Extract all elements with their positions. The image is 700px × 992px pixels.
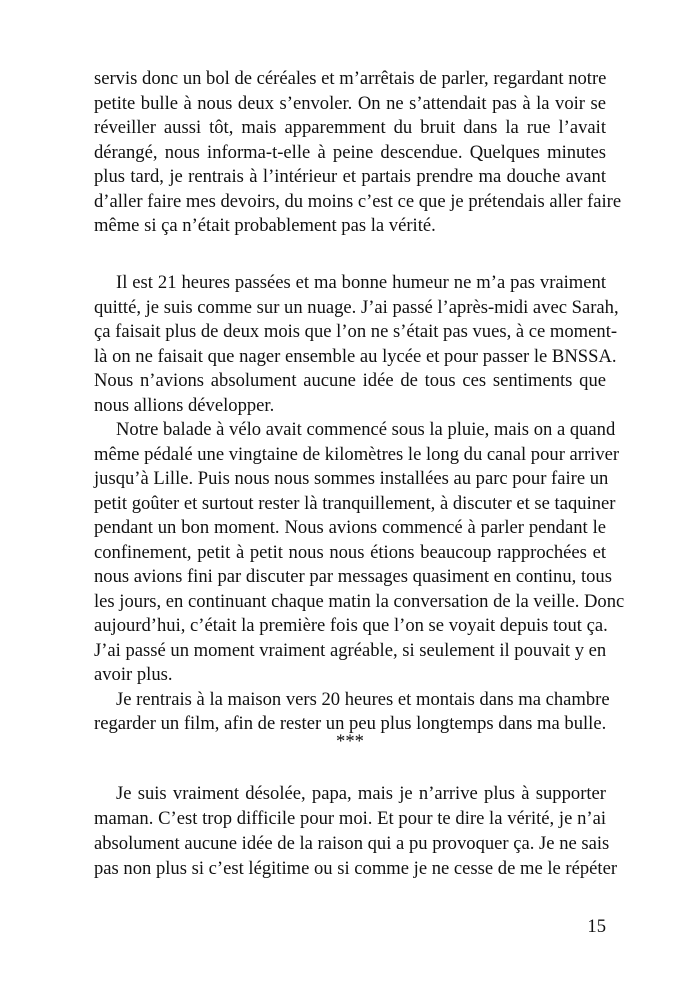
paragraph — [94, 271, 619, 418]
text-line: même pédalé une vingtaine de kilomètres le long du canal pour arriver — [94, 443, 620, 465]
text-line: absolument aucune idée de la raison qui a pu provoquer ça. Je ne sais — [94, 833, 610, 854]
page-number: 15 — [587, 916, 606, 937]
section-separator: *** — [336, 731, 364, 752]
text-line: Je rentrais à la maison vers 20 heures et montais dans ma chambre — [116, 688, 610, 710]
text-line: Notre balade à vélo avait commencé sous la pluie, mais on a quand — [116, 419, 616, 440]
text-line: les jours, en continuant chaque matin la conversation de la veille. Donc — [94, 590, 625, 612]
text-line: regarder un film, afin de rester un peu plus longtemps dans ma bulle. — [94, 713, 607, 734]
text-block-evening-entry — [94, 271, 625, 737]
text-line: petit goûter et surtout rester là tranquillement, à discuter et se taquiner — [94, 492, 616, 514]
text-line: servis donc un bol de céréales et m’arrêtais de parler, regardant notre — [94, 68, 607, 89]
text-line: pas non plus si c’est légitime ou si comme je ne cesse de me le répéter — [94, 858, 618, 879]
text-line: même si ça n’était probablement pas la vérité. — [94, 215, 436, 236]
text-line: là on ne faisait que nager ensemble au lycée et pour passer le BNSSA. — [94, 345, 617, 367]
paragraph — [94, 418, 625, 688]
text-line: plus tard, je rentrais à l’intérieur et partais prendre ma douche avant — [94, 166, 606, 187]
text-line: petite bulle à nous deux s’envoler. On ne s’attendait pas à la voir se — [94, 92, 606, 114]
text-line: aujourd’hui, c’était la première fois que l’on se voyait depuis tout ça. — [94, 615, 608, 636]
text-line: nous allions développer. — [94, 394, 275, 416]
text-line: ça faisait plus de deux mois que l’on ne s’était pas vues, à ce moment- — [94, 321, 618, 342]
text-line: dérangé, nous informa-t-elle à peine descendue. Quelques minutes — [94, 141, 606, 163]
text-line: jusqu’à Lille. Puis nous nous sommes installées au parc pour faire un — [94, 468, 609, 489]
text-line: nous avions fini par discuter par messages quasiment en continu, tous — [94, 566, 612, 587]
text-line: Il est 21 heures passées et ma bonne humeur ne m’a pas vraiment — [116, 272, 606, 293]
text-line: d’aller faire mes devoirs, du moins c’est ce que je prétendais aller faire — [94, 190, 622, 212]
text-line: Je suis vraiment désolée, papa, mais je n’arrive plus à supporter — [116, 783, 606, 804]
text-line: maman. C’est trop difficile pour moi. Et pour te dire la vérité, je n’ai — [94, 808, 606, 829]
text-line: confinement, petit à petit nous nous étions beaucoup rapprochées et — [94, 541, 606, 563]
text-line: avoir plus. — [94, 664, 173, 685]
text-block-after-break — [94, 781, 618, 881]
text-block-before-break — [94, 67, 622, 239]
paragraph — [94, 67, 622, 239]
text-line: J’ai passé un moment vraiment agréable, si seulement il pouvait y en — [94, 639, 607, 661]
text-line: réveiller aussi tôt, mais apparemment du bruit dans la rue l’avait — [94, 117, 606, 138]
text-line: Nous n’avions absolument aucune idée de tous ces sentiments que — [94, 370, 606, 391]
paragraph — [94, 781, 618, 881]
text-line: pendant un bon moment. Nous avions commencé à parler pendant le — [94, 517, 606, 538]
text-line: quitté, je suis comme sur un nuage. J’ai passé l’après-midi avec Sarah, — [94, 296, 619, 318]
